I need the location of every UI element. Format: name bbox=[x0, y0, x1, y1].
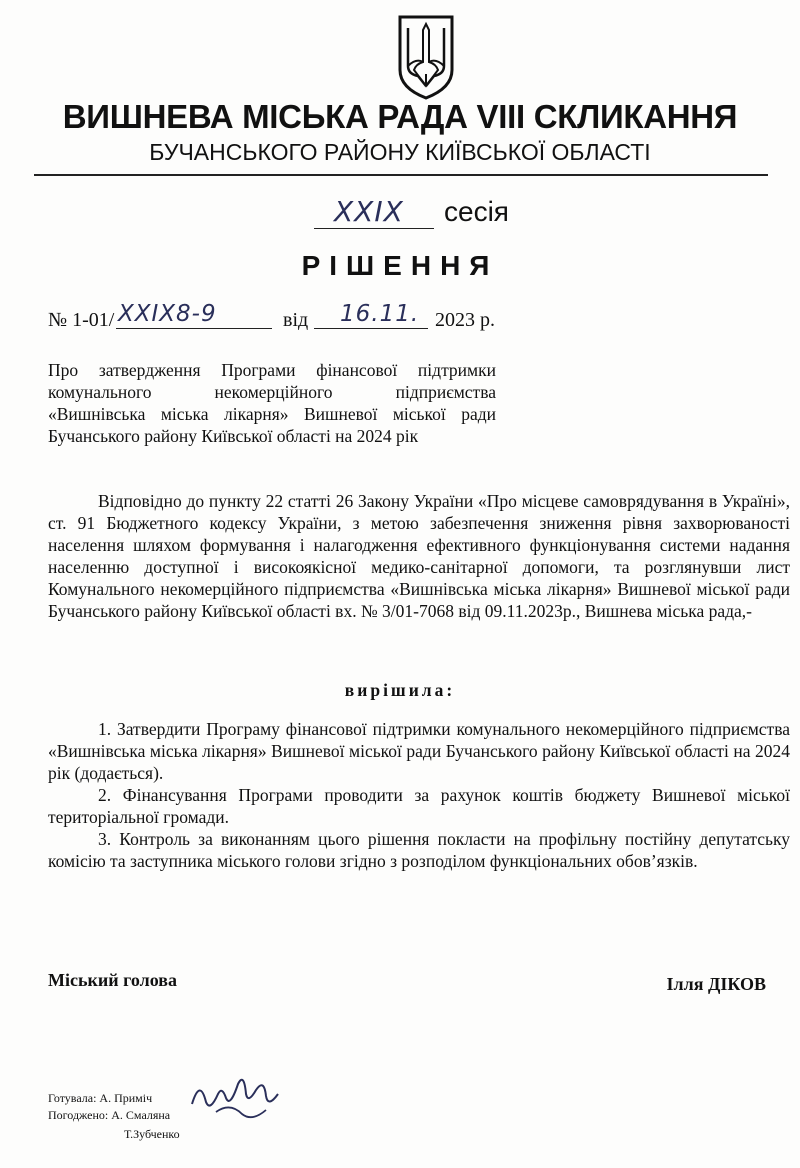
handwritten-initials-icon bbox=[186, 1064, 286, 1128]
resolution-item: 1. Затвердити Програму фінансової підтримки комунального некомерційного підприємства «Вишнівська міська лікарня» Вишневої міської ради Бучанського району Київської області на 2024 рік (додається). bbox=[48, 719, 790, 783]
decision-number-value: XXIX8-9 bbox=[118, 301, 217, 327]
resolved-label: вирішила: bbox=[344, 680, 456, 700]
decision-subject bbox=[48, 359, 496, 447]
decision-number-prefix: № 1-01/ bbox=[48, 309, 115, 331]
resolution-items bbox=[48, 718, 790, 872]
subject-line: Про затвердження Програми фінансової підтримки bbox=[48, 360, 496, 380]
decision-title: РІШЕННЯ bbox=[301, 250, 499, 281]
agreed-by: Погоджено: А. Смаляна bbox=[48, 1108, 171, 1122]
decision-year: 2023 р. bbox=[435, 309, 495, 331]
session-label: сесія bbox=[444, 196, 509, 227]
date-from-label: від bbox=[283, 309, 309, 331]
council-name: ВИШНЕВА МІСЬКА РАДА VIII СКЛИКАННЯ bbox=[62, 98, 738, 135]
resolution-item: 2. Фінансування Програми проводити за рахунок коштів бюджету Вишневої міської територіальної громади. bbox=[48, 785, 790, 827]
subject-line: «Вишнівська міська лікарня» Вишневої міської ради bbox=[48, 404, 496, 424]
decision-number-underline bbox=[116, 328, 272, 329]
resolution-item: 3. Контроль за виконанням цього рішення покласти на профільну постійну депутатську комісію та заступника міського голови згідно з розподілом функціональних обов’язків. bbox=[48, 829, 790, 871]
agreed-by-second: Т.Зубченко bbox=[124, 1127, 180, 1141]
preamble bbox=[48, 490, 790, 622]
decision-date-underline bbox=[314, 328, 428, 329]
subject-line: комунального некомерційного підприємства bbox=[48, 382, 496, 402]
header-divider bbox=[34, 174, 768, 176]
signatory-position: Міський голова bbox=[48, 970, 177, 990]
preamble-text: Відповідно до пункту 22 статті 26 Закону України «Про місцеве самоврядування в Україні», ст. 91 Бюджетного кодексу України, з метою забезпечення зниження рівня захворюваності населення шляхом формування і налагодження ефективного функціонування системи надання населенню доступної і високоякісної медико-санітарної допомоги, та розглянувши лист Комунального некомерційного підприємства «Вишнівська міська лікарня» Вишневої міської ради Бучанського району Київської області вх. № 3/01-7068 від 09.11.2023р., Вишнева міська рада,- bbox=[48, 491, 790, 621]
subject-line: Бучанського району Київської області на 2024 рік bbox=[48, 426, 419, 446]
prepared-by: Готувала: А. Приміч bbox=[48, 1091, 153, 1105]
decision-date-value: 16.11. bbox=[340, 301, 420, 327]
district-name: БУЧАНСЬКОГО РАЙОНУ КИЇВСЬКОЇ ОБЛАСТІ bbox=[149, 139, 651, 165]
session-number: XXIX bbox=[334, 195, 404, 228]
session-number-underline bbox=[314, 228, 434, 229]
signatory-name: Ілля ДІКОВ bbox=[666, 974, 766, 994]
trident-coat-of-arms-icon bbox=[396, 14, 456, 100]
